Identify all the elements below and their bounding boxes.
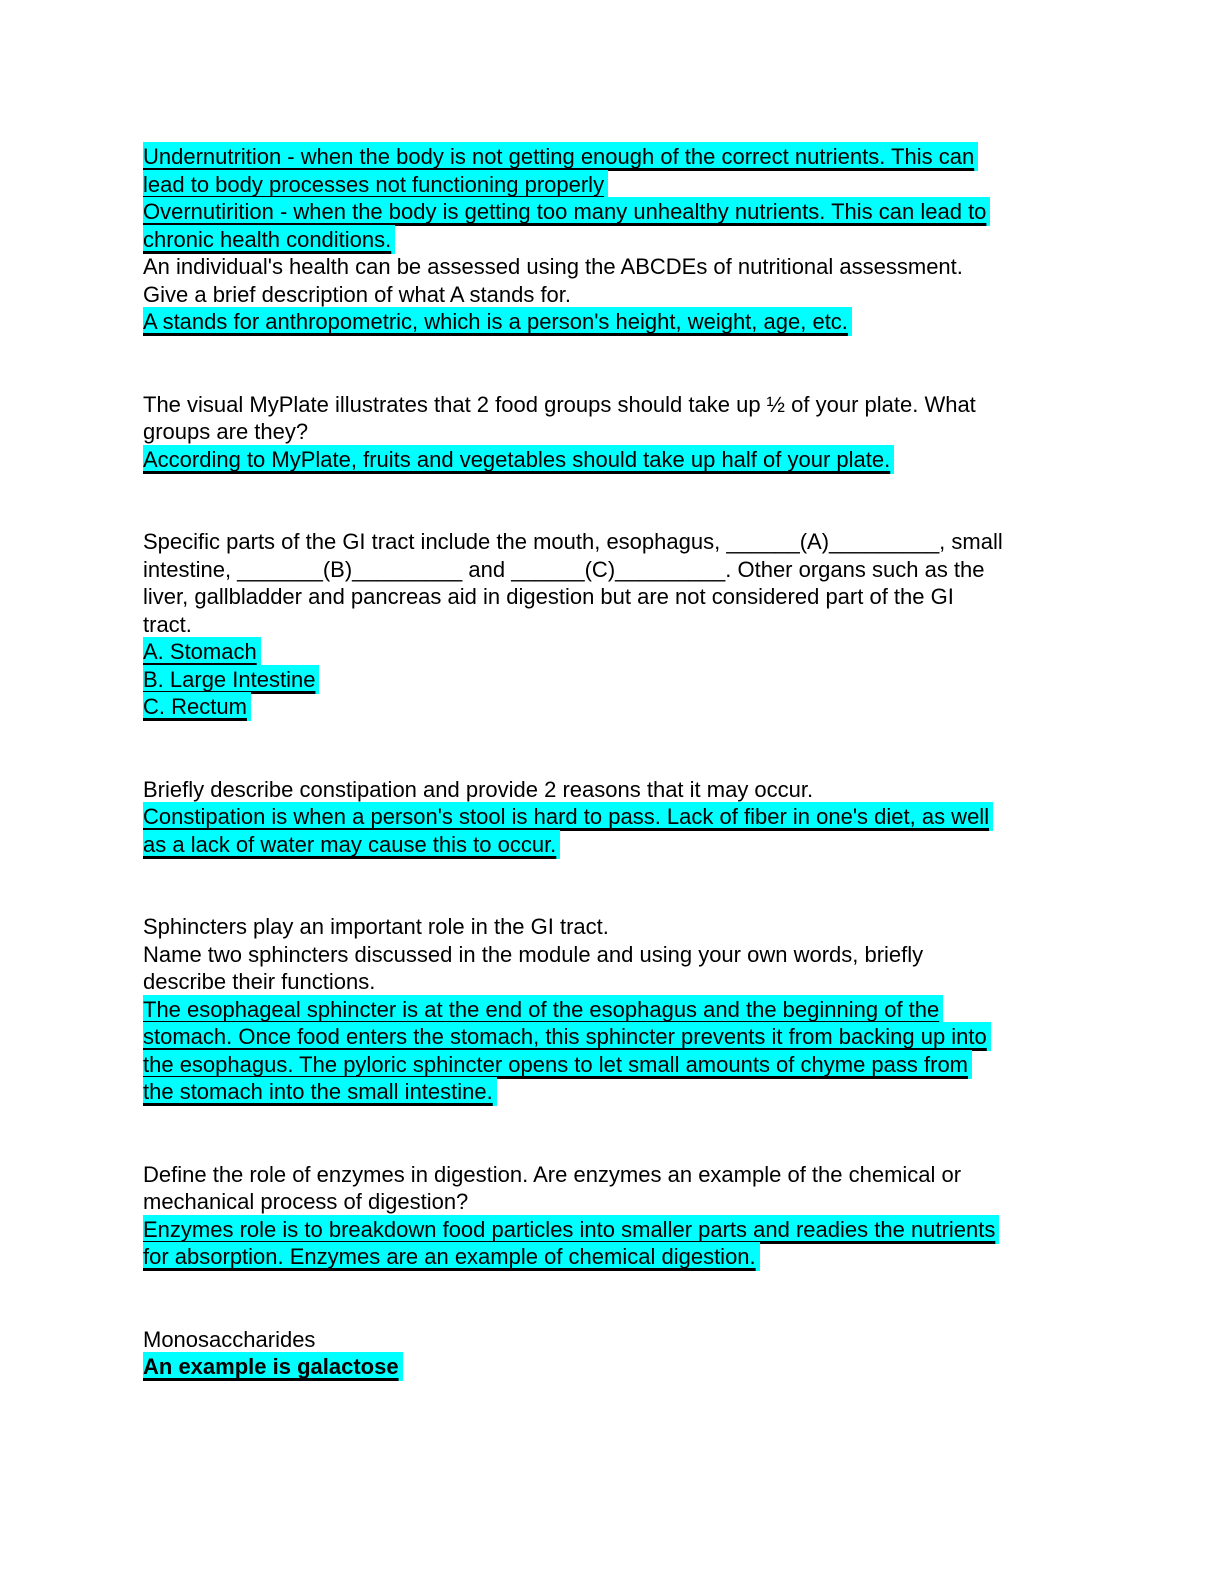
answer-highlight: for absorption. Enzymes are an example of chemical digestion. xyxy=(143,1242,760,1271)
answer-highlight: chronic health conditions. xyxy=(143,225,395,254)
answer-highlight: B. Large Intestine xyxy=(143,665,319,694)
question-text-line xyxy=(143,583,1184,611)
highlighted-answer-line xyxy=(143,638,1184,666)
plain-text: intestine, _______(B)_________ and ______(C)_________. Other organs such as the xyxy=(143,556,985,582)
question-text-line xyxy=(143,1188,1184,1216)
question-text-line xyxy=(143,1326,1184,1354)
question-text-line xyxy=(143,418,1184,446)
highlighted-answer-line xyxy=(143,1078,1184,1106)
plain-text: mechanical process of digestion? xyxy=(143,1189,469,1214)
highlighted-answer-line xyxy=(143,1051,1184,1079)
highlighted-answer-line xyxy=(143,446,1184,474)
highlighted-answer-line xyxy=(143,226,1184,254)
highlighted-answer-line xyxy=(143,308,1184,336)
plain-text: The visual MyPlate illustrates that 2 food groups should take up ½ of your plate. What xyxy=(143,391,976,417)
answer-highlight: Constipation is when a person's stool is hard to pass. Lack of fiber in one's diet, as well xyxy=(143,802,993,831)
section-nutrition-definitions-and-abcde xyxy=(143,143,1184,336)
question-text-line xyxy=(143,391,1184,419)
highlighted-answer-line xyxy=(143,1023,1184,1051)
plain-text: An individual's health can be assessed using the ABCDEs of nutritional assessment. xyxy=(143,254,963,279)
question-text-line xyxy=(143,528,1184,556)
answer-highlight: stomach. Once food enters the stomach, this sphincter prevents it from backing up into xyxy=(143,1022,991,1051)
plain-text: Give a brief description of what A stands for. xyxy=(143,281,572,307)
section-myplate xyxy=(143,391,1184,474)
highlighted-answer-line xyxy=(143,831,1184,859)
section-monosaccharides xyxy=(143,1326,1184,1381)
plain-text: Specific parts of the GI tract include the mouth, esophagus, ______(A)_________, small xyxy=(143,529,1003,554)
answer-highlight: as a lack of water may cause this to occur. xyxy=(143,830,560,859)
section-gi-tract-fill-in-blanks xyxy=(143,528,1184,721)
answer-highlight: Undernutrition - when the body is not getting enough of the correct nutrients. This can xyxy=(143,142,978,171)
answer-highlight: Enzymes role is to breakdown food particles into smaller parts and readies the nutrients xyxy=(143,1215,999,1244)
plain-text: Briefly describe constipation and provide 2 reasons that it may occur. xyxy=(143,776,814,802)
answer-highlight: the esophagus. The pyloric sphincter opens to let small amounts of chyme pass from xyxy=(143,1050,972,1079)
answer-highlight: The esophageal sphincter is at the end of the esophagus and the beginning of the xyxy=(143,995,943,1024)
section-enzymes xyxy=(143,1161,1184,1271)
answer-highlight: A stands for anthropometric, which is a person's height, weight, age, etc. xyxy=(143,307,852,336)
plain-text: tract. xyxy=(143,611,192,637)
plain-text: describe their functions. xyxy=(143,969,376,994)
question-text-line xyxy=(143,968,1184,996)
answer-highlight: Overnutirition - when the body is getting too many unhealthy nutrients. This can lead to xyxy=(143,197,990,226)
question-text-line xyxy=(143,556,1184,584)
answer-highlight: A. Stomach xyxy=(143,637,261,666)
answer-highlight: lead to body processes not functioning properly xyxy=(143,170,608,199)
answer-highlight: An example is galactose xyxy=(143,1352,403,1381)
highlighted-answer-line xyxy=(143,143,1184,171)
highlighted-answer-line xyxy=(143,171,1184,199)
highlighted-answer-line xyxy=(143,803,1184,831)
highlighted-answer-line xyxy=(143,666,1184,694)
highlighted-answer-line xyxy=(143,1243,1184,1271)
highlighted-answer-line xyxy=(143,1216,1184,1244)
section-sphincters xyxy=(143,913,1184,1106)
question-text-line xyxy=(143,913,1184,941)
highlighted-answer-line xyxy=(143,1353,1184,1381)
answer-highlight: C. Rectum xyxy=(143,692,251,721)
highlighted-answer-line xyxy=(143,198,1184,226)
plain-text: Define the role of enzymes in digestion. Are enzymes an example of the chemical or xyxy=(143,1161,962,1187)
plain-text: liver, gallbladder and pancreas aid in digestion but are not considered part of the GI xyxy=(143,584,954,609)
question-text-line xyxy=(143,1161,1184,1189)
plain-text: groups are they? xyxy=(143,419,309,444)
question-text-line xyxy=(143,281,1184,309)
section-constipation xyxy=(143,776,1184,859)
plain-text: Sphincters play an important role in the GI tract. xyxy=(143,914,609,939)
highlighted-answer-line xyxy=(143,996,1184,1024)
answer-highlight: According to MyPlate, fruits and vegetables should take up half of your plate. xyxy=(143,445,894,474)
question-text-line xyxy=(143,253,1184,281)
plain-text: Monosaccharides xyxy=(143,1326,316,1352)
question-text-line xyxy=(143,611,1184,639)
plain-text: Name two sphincters discussed in the module and using your own words, briefly xyxy=(143,941,924,967)
question-text-line xyxy=(143,941,1184,969)
question-text-line xyxy=(143,776,1184,804)
highlighted-answer-line xyxy=(143,693,1184,721)
answer-highlight: the stomach into the small intestine. xyxy=(143,1077,497,1106)
